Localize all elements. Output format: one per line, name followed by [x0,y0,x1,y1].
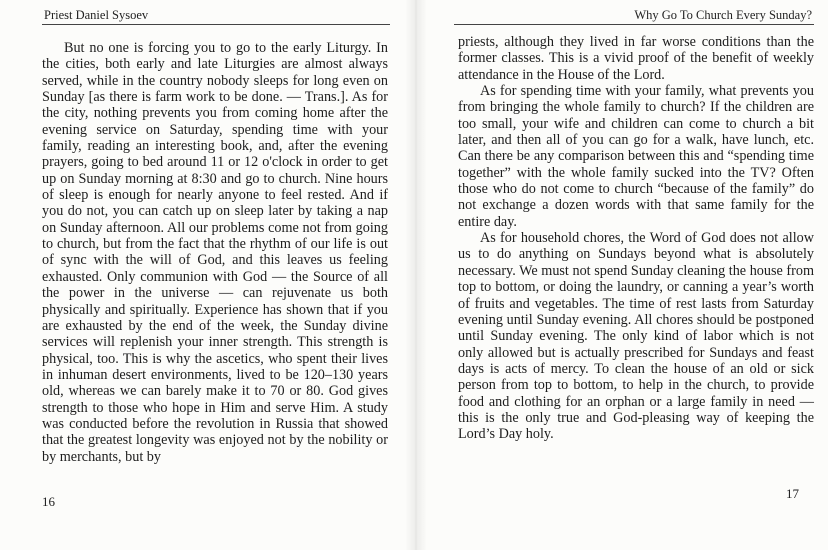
running-head-author: Priest Daniel Sysoev [44,8,149,22]
paragraph: As for spending time with your family, what prevents you from bringing the whole family to church? If the children are too small, your wife and children can come to church a bit later, and then all of you can go for a walk, have lunch, etc. Can there be any comparison between this and “spending time together” with the whole family sucked into the TV? Often those who do not come to church “because of the family” do not exchange a dozen words with that same family for the entire day. [458,83,814,230]
book-gutter [405,0,427,550]
header-rule [454,24,814,25]
left-body-text [42,40,388,465]
page-number: 16 [42,494,55,509]
running-head-title: Why Go To Church Every Sunday? [634,8,812,22]
paragraph: priests, although they lived in far worse conditions than the former classes. This is a vivid proof of the benefit of weekly attendance in the House of the Lord. [458,34,814,83]
header-rule [42,24,390,25]
right-page [414,0,828,550]
paragraph: As for household chores, the Word of God does not allow us to do anything on Sundays beyond what is absolutely necessary. We must not spend Sunday cleaning the house from top to bottom, or doing the laundry, or canning a year’s worth of fruits and vegetables. The time of rest lasts from Saturday evening until Sunday evening. All chores should be postponed until Sunday evening. The only kind of labor which is not only allowed but is actually prescribed for Sundays and feast days is acts of mercy. To clean the house of an old or sick person from top to bottom, to help in the church, to provide food and clothing for an orphan or a large family in need — this is the only true and God-pleasing way of keeping the Lord’s Day holy. [458,230,814,443]
paragraph: But no one is forcing you to go to the early Liturgy. In the cities, both early and late Liturgies are almost always served, while in the country nobody sleeps for long even on Sunday [as there is farm work to be done. — Trans.]. As for the city, nothing prevents you from coming home after the evening service on Saturday, spending time with your family, reading an interesting book, and, after the evening prayers, going to bed around 11 or 12 o'clock in order to get up on Sunday morning at 8:30 and go to church. Nine hours of sleep is enough for nearly anyone to feel rested. And if you do not, you can catch up on sleep later by taking a nap on Sunday afternoon. All our problems come not from going to church, but from the fact that the rhythm of our life is out of sync with the will of God, and this leaves us feeling exhausted. Only communion with God — the Source of all the power in the universe — can rejuvenate us both physically and spiritually. Experience has shown that if you are exhausted by the end of the week, the Sunday divine services will replenish your inner strength. This strength is physical, too. This is why the ascetics, who spent their lives in inhuman desert environments, lived to be 120–130 years old, whereas we can barely make it to 70 or 80. God gives strength to those who hope in Him and serve Him. A study was conducted before the revolution in Russia that showed that the greatest longevity was enjoyed not by the nobility or by merchants, but by [42,40,388,465]
right-body-text [458,34,814,443]
page-number: 17 [786,486,799,501]
